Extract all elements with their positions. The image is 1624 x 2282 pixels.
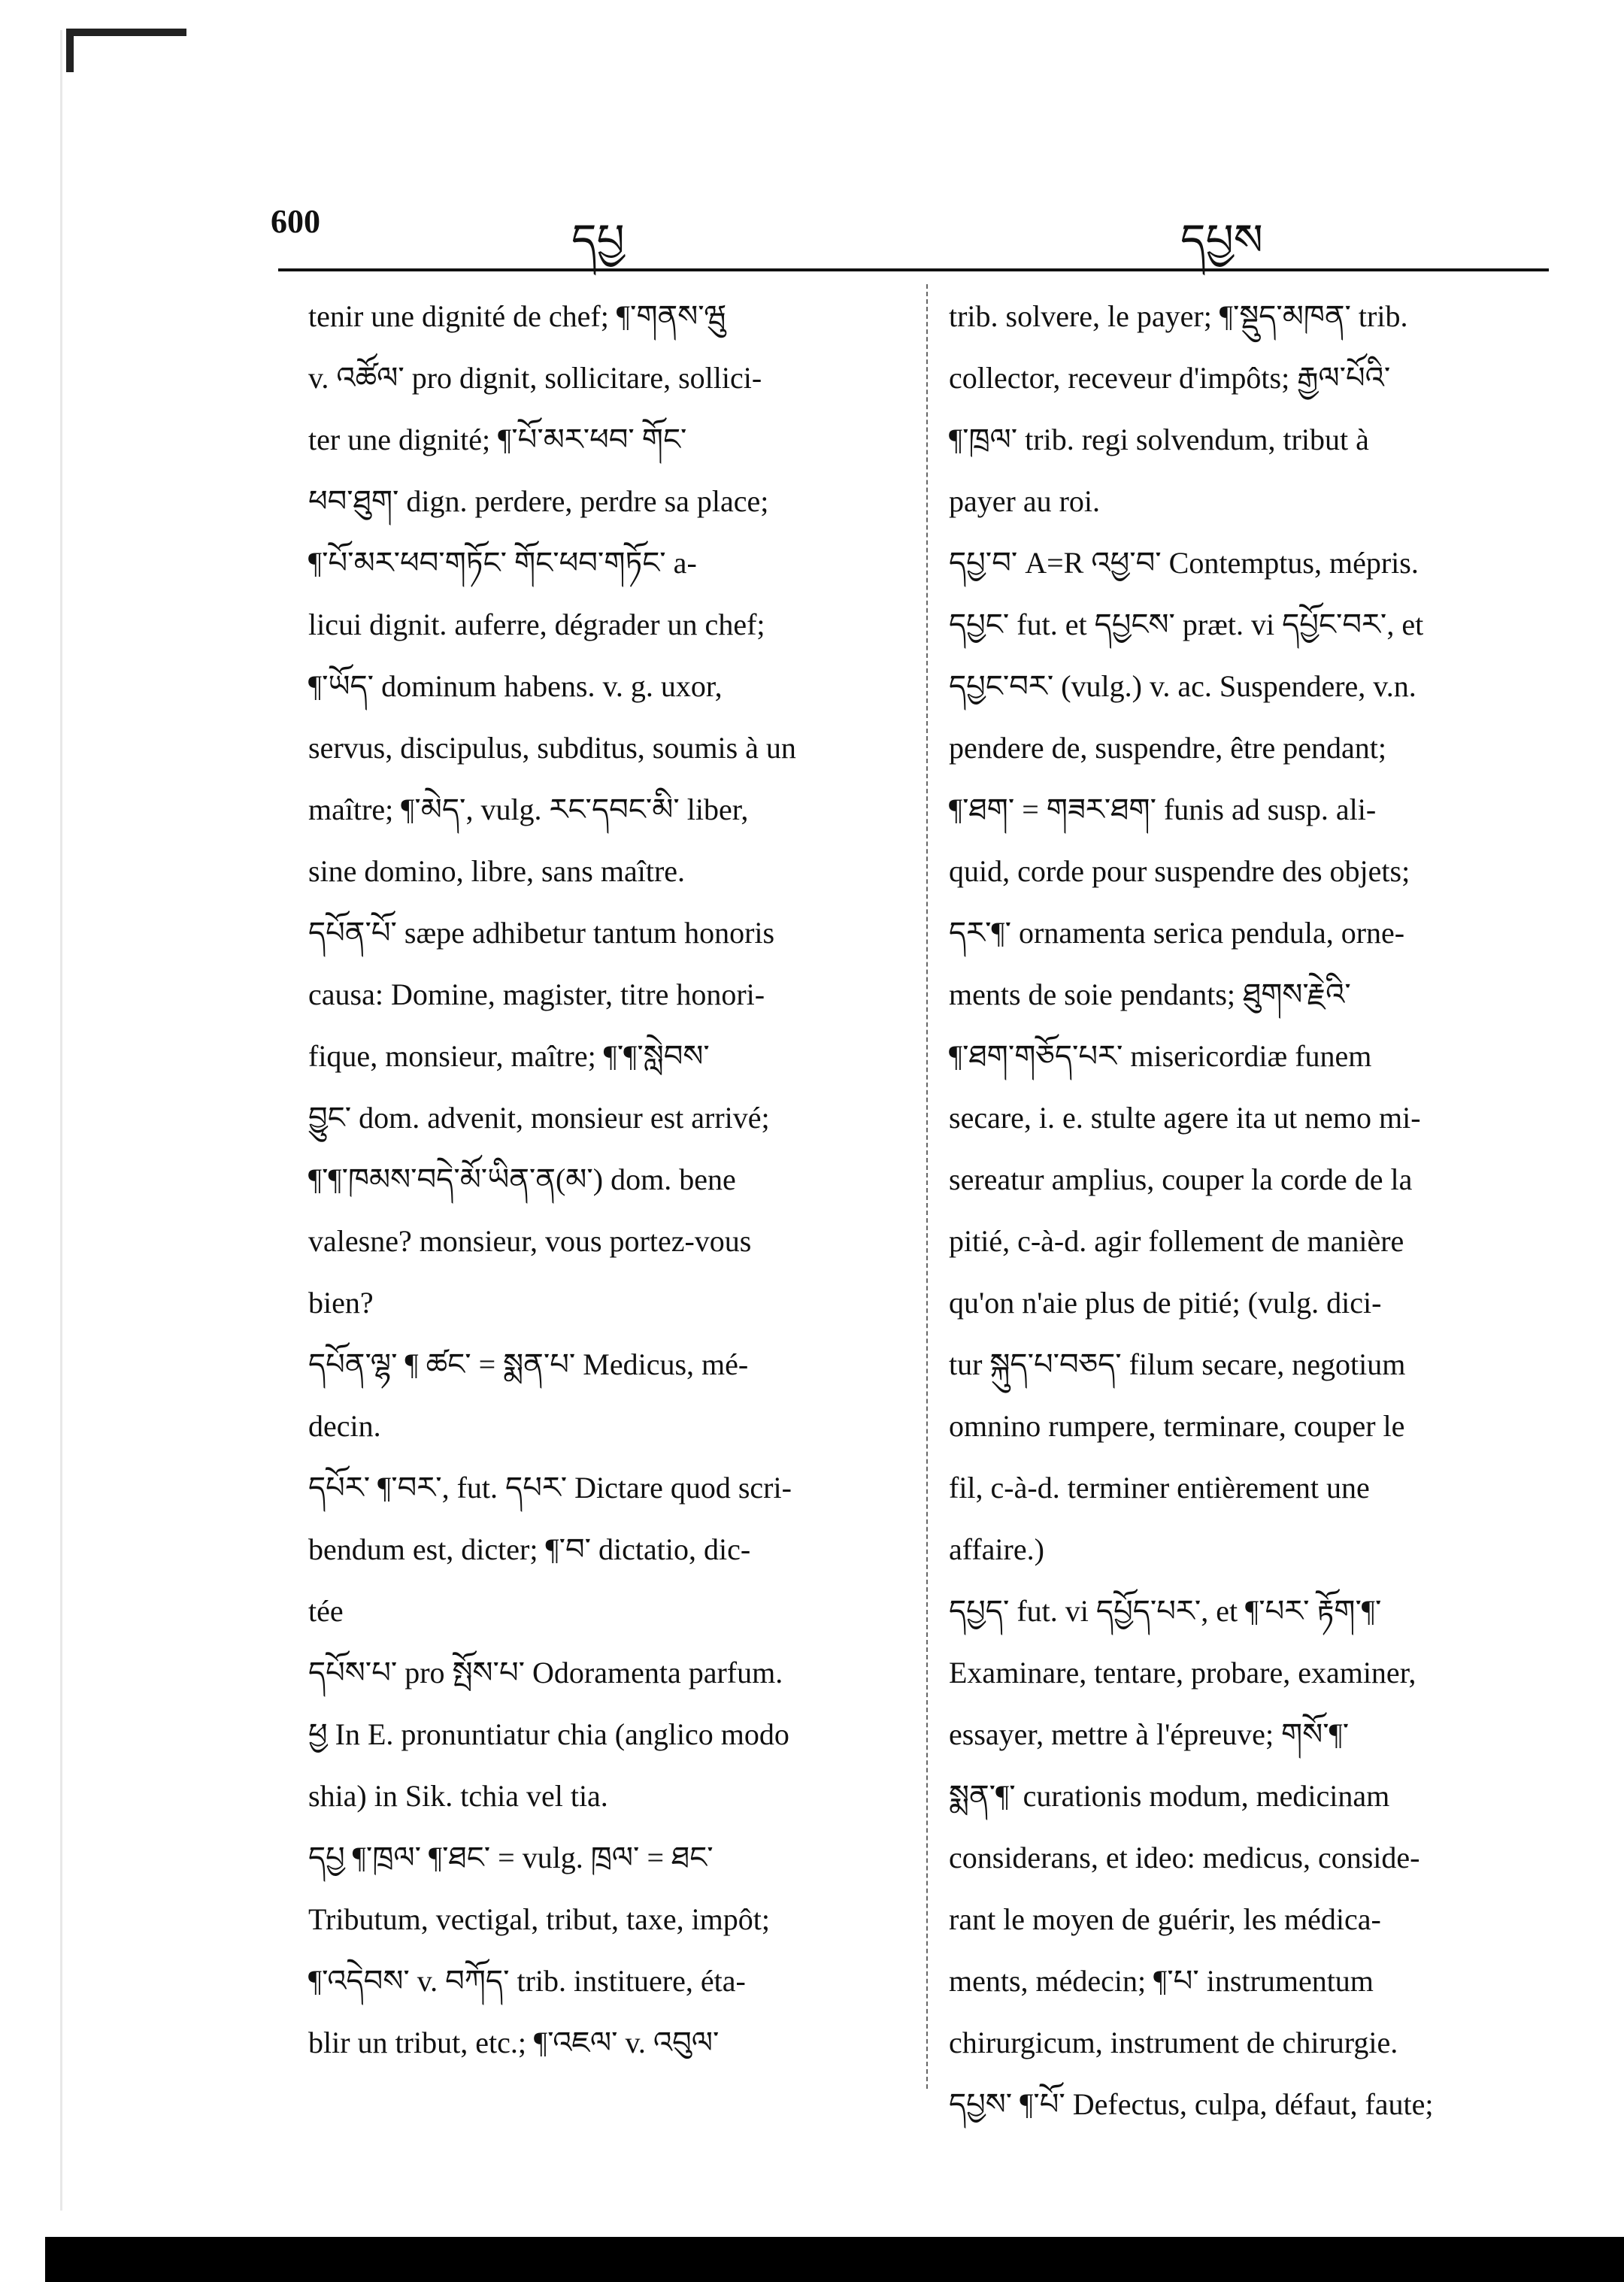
right-headword: དཔྱས [1180, 214, 1263, 265]
text-line: valesne? monsieur, vous portez-vous [308, 1224, 752, 1258]
text-line: ter une dignité; ¶་པོ་མར་ཕབ་ གོང་ [308, 423, 687, 456]
text-line: ments de soie pendants; ཐུགས་རྗེའི་ [949, 977, 1351, 1011]
text-line: དཔོན་པོ་ sæpe adhibetur tantum honoris [308, 916, 775, 950]
text-line: དཔོར་ ¶་བར་, fut. དཔར་ Dictare quod scri- [308, 1471, 792, 1505]
text-line: decin. [308, 1409, 381, 1443]
text-line: ¶་འདེབས་ v. བཀོད་ trib. instituere, éta- [308, 1964, 746, 1998]
text-line: trib. solvere, le payer; ¶་སྡུད་མཁན་ trib. [949, 299, 1408, 333]
text-line: payer au roi. [949, 484, 1101, 518]
right-column [949, 286, 1550, 2135]
text-line: དཔོན་ལྷ་ ¶ ཚང་ = སྨན་པ་ Medicus, mé- [308, 1347, 749, 1381]
text-line: ments, médecin; ¶་པ་ instrumentum [949, 1964, 1374, 1998]
text-line: sereatur amplius, couper la corde de la [949, 1162, 1413, 1196]
column-divider [926, 284, 928, 2089]
text-line: ཕབ་ཐུག་ dign. perdere, perdre sa place; [308, 484, 769, 518]
text-line: དཔྱས་ ¶་པོ་ Defectus, culpa, défaut, faute; [949, 2087, 1434, 2121]
text-line: pendere de, suspendre, être pendant; [949, 731, 1386, 765]
text-line: ¶་ཐག་གཅོད་པར་ misericordiæ funem [949, 1039, 1372, 1073]
text-line: ¶་ཁྲལ་ trib. regi solvendum, tribut à [949, 423, 1369, 456]
corner-mark-vertical [66, 29, 74, 72]
text-line: bendum est, dicter; ¶་བ་ dictatio, dic- [308, 1532, 751, 1566]
text-line: omnino rumpere, terminare, couper le [949, 1409, 1405, 1443]
text-line: sine domino, libre, sans maître. [308, 854, 686, 888]
text-line: secare, i. e. stulte agere ita ut nemo mi- [949, 1101, 1421, 1135]
text-line: tur སྐུད་པ་བཅད་ filum secare, negotium [949, 1347, 1406, 1381]
text-line: qu'on n'aie plus de pitié; (vulg. dici- [949, 1286, 1382, 1320]
text-line: chirurgicum, instrument de chirurgie. [949, 2026, 1398, 2059]
text-line: དཔྱ ¶་ཁྲལ་ ¶་ཐང་ = vulg. ཁྲལ་ = ཐང་ [308, 1841, 714, 1874]
text-line: ¶་པོ་མར་ཕབ་གཏོང་ གོང་ཕབ་གཏོང་ a- [308, 546, 697, 580]
text-line: rant le moyen de guérir, les médica- [949, 1902, 1381, 1936]
text-line: ¶་ཐག་ = གཟར་ཐག་ funis ad susp. ali- [949, 792, 1377, 826]
scan-edge [60, 30, 62, 2211]
text-line: Examinare, tentare, probare, examiner, [949, 1656, 1416, 1690]
text-line: essayer, mettre à l'épreuve; གསོ་¶་ [949, 1717, 1350, 1751]
text-line: servus, discipulus, subditus, soumis à un [308, 731, 796, 765]
header-rule [278, 268, 1549, 271]
text-line: tenir une dignité de chef; ¶་གནས་ཝུ [308, 299, 727, 333]
text-line: collector, receveur d'impôts; རྒྱལ་པོའི་ [949, 361, 1391, 395]
text-line: causa: Domine, magister, titre honori- [308, 977, 765, 1011]
text-line: licui dignit. auferre, dégrader un chef; [308, 608, 765, 641]
left-headword: དཔྱ [571, 214, 625, 265]
text-line: affaire.) [949, 1532, 1044, 1566]
text-line: ¶་ཡོད་ dominum habens. v. g. uxor, [308, 669, 723, 703]
text-line: v. འཚོལ་ pro dignit, sollicitare, sollici- [308, 361, 762, 395]
text-line: considerans, et ideo: medicus, conside- [949, 1841, 1420, 1874]
text-line: དཔྱང་བར་ (vulg.) v. ac. Suspendere, v.n. [949, 669, 1416, 703]
text-line: དཔོས་པ་ pro སྤོས་པ་ Odoramenta parfum. [308, 1656, 783, 1690]
text-line: དཔྱད་ fut. vi དཔྱོད་པར་, et ¶་པར་ རྟོག་¶་ [949, 1594, 1382, 1628]
text-line: quid, corde pour suspendre des objets; [949, 854, 1410, 888]
left-column [308, 286, 902, 2074]
text-line: blir un tribut, etc.; ¶་འཇལ་ v. འབུལ་ [308, 2026, 720, 2059]
text-line: སྨན་¶་ curationis modum, medicinam [949, 1779, 1390, 1813]
page-header [0, 192, 1624, 265]
text-line: ཕྱ In E. pronuntiatur chia (anglico modo [308, 1717, 789, 1751]
text-line: tée [308, 1594, 344, 1628]
text-line: དཔྱ་བ་ A=R འཕྱ་བ་ Contemptus, mépris. [949, 546, 1419, 580]
text-line: shia) in Sik. tchia vel tia. [308, 1779, 608, 1813]
page-number: 600 [271, 203, 320, 240]
text-line: དར་¶་ ornamenta serica pendula, orne- [949, 916, 1405, 950]
text-line: དཔྱང་ fut. et དཔྱངས་ præt. vi དཔྱོང་བར་, et [949, 608, 1424, 641]
corner-mark [66, 29, 186, 36]
text-line: ¶་¶་ཁམས་བདེ་མོ་ཡིན་ན(མ་) dom. bene [308, 1162, 736, 1196]
text-line: pitié, c-à-d. agir follement de manière [949, 1224, 1404, 1258]
bottom-scan-bar [45, 2237, 1624, 2282]
text-line: fique, monsieur, maître; ¶་¶་སླེབས་ [308, 1039, 710, 1073]
text-line: fil, c-à-d. terminer entièrement une [949, 1471, 1370, 1505]
text-line: Tributum, vectigal, tribut, taxe, impôt; [308, 1902, 771, 1936]
text-line: maître; ¶་མེད་, vulg. རང་དབང་མི་ liber, [308, 792, 749, 826]
text-line: bien? [308, 1286, 374, 1320]
text-line: བྱུང་ dom. advenit, monsieur est arrivé; [308, 1101, 770, 1135]
